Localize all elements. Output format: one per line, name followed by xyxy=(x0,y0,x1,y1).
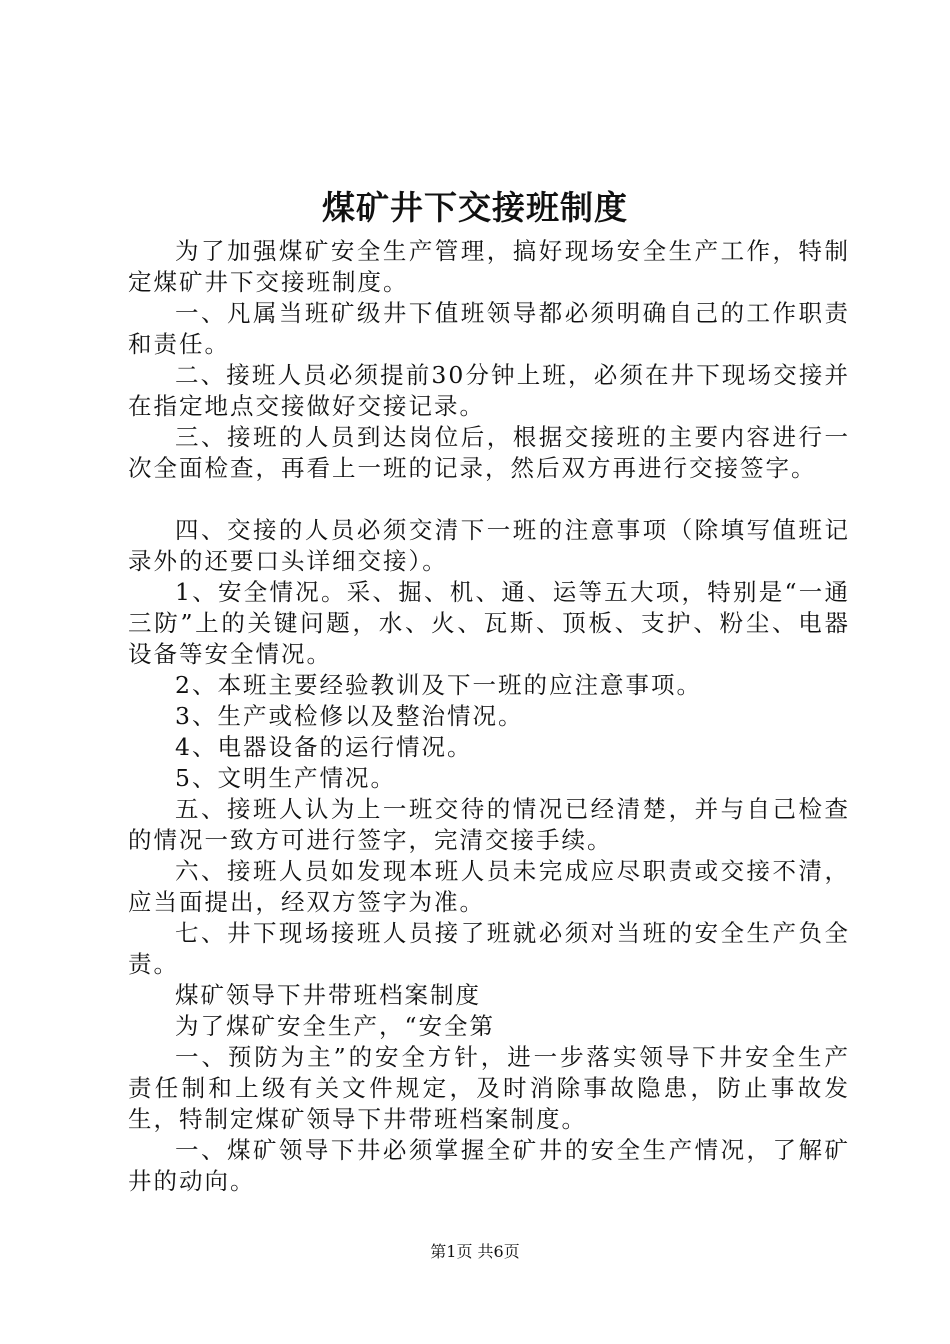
document-title: 煤矿井下交接班制度 xyxy=(322,188,628,227)
paragraph: 为了加强煤矿安全生产管理，搞好现场安全生产工作，特制定煤矿井下交接班制度。 xyxy=(128,237,850,296)
paragraph: 四、交接的人员必须交清下一班的注意事项（除填写值班记录外的还要口头详细交接）。 xyxy=(128,516,850,575)
paragraph: 一、煤矿领导下井必须掌握全矿井的安全生产情况，了解矿井的动向。 xyxy=(128,1136,850,1195)
paragraph: 三、接班的人员到达岗位后，根据交接班的主要内容进行一次全面检查，再看上一班的记录，然后双方再进行交接签字。 xyxy=(128,423,850,482)
paragraph: 一、凡属当班矿级井下值班领导都必须明确自己的工作职责和责任。 xyxy=(128,299,850,358)
paragraph: 五、接班人认为上一班交待的情况已经清楚，并与自己检查的情况一致方可进行签字，完清交接手续。 xyxy=(128,795,850,854)
paragraph: 5、文明生产情况。 xyxy=(175,764,396,792)
paragraph: 为了煤矿安全生产，“安全第 xyxy=(175,1012,496,1040)
paragraph: 二、接班人员必须提前30分钟上班，必须在井下现场交接并在指定地点交接做好交接记录。 xyxy=(128,361,850,420)
section-heading: 煤矿领导下井带班档案制度 xyxy=(175,981,481,1009)
paragraph: 六、接班人员如发现本班人员未完成应尽职责或交接不清，应当面提出，经双方签字为准。 xyxy=(128,857,850,916)
paragraph: 一、预防为主”的安全方针，进一步落实领导下井安全生产责任制和上级有关文件规定，及时消除事故隐患，防止事故发生，特制定煤矿领导下井带班档案制度。 xyxy=(128,1043,850,1133)
paragraph: 2、本班主要经验教训及下一班的应注意事项。 xyxy=(175,671,702,699)
paragraph: 3、生产或检修以及整治情况。 xyxy=(175,702,524,730)
document-body xyxy=(128,236,850,1197)
page-footer: 第1页 共6页 xyxy=(430,1242,520,1261)
paragraph: 1、安全情况。采、掘、机、通、运等五大项，特别是“一通三防”上的关键问题，水、火、瓦斯、顶板、支护、粉尘、电器设备等安全情况。 xyxy=(128,578,850,668)
paragraph: 4、电器设备的运行情况。 xyxy=(175,733,473,761)
paragraph: 七、井下现场接班人员接了班就必须对当班的安全生产负全责。 xyxy=(128,919,850,978)
